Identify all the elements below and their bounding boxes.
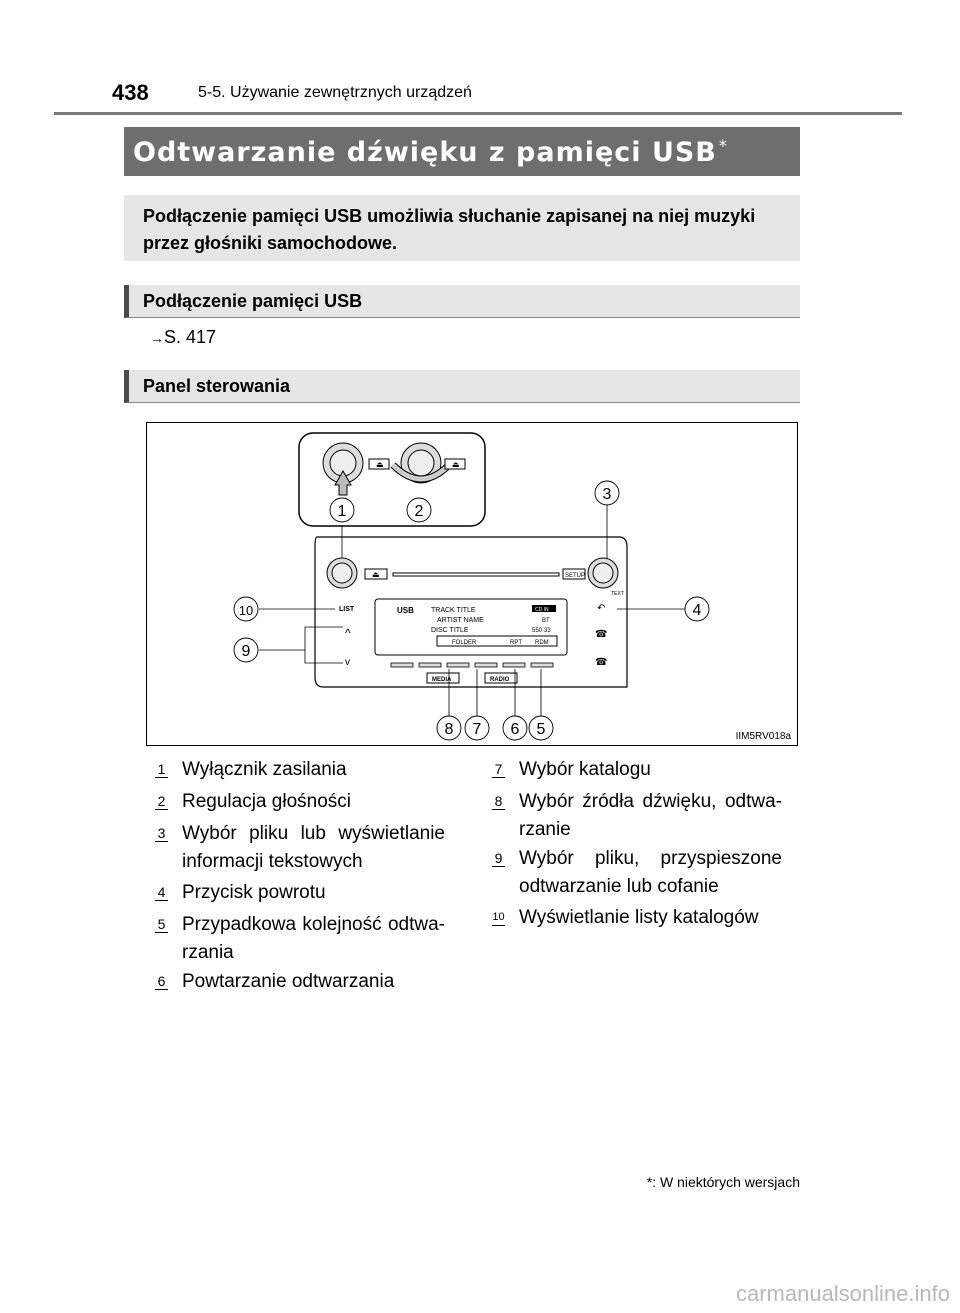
text-label: TEXT <box>611 591 624 597</box>
callout-8-text: 8 <box>444 721 454 738</box>
legend-item <box>492 756 782 784</box>
list-label: LIST <box>339 606 355 613</box>
item-text: Przycisk powrotu <box>182 882 326 903</box>
setup-label: SETUP <box>565 573 586 579</box>
zoom-inset <box>299 433 485 526</box>
control-panel-figure <box>146 422 798 746</box>
legend-item <box>155 788 445 816</box>
intro-box <box>124 195 800 261</box>
svg-text:⏏: ⏏ <box>376 460 384 469</box>
display-rpt: RPT <box>510 640 522 646</box>
subsection-heading-text: Panel sterowania <box>143 376 291 396</box>
callout-1-text: 1 <box>337 503 347 520</box>
item-number: 8 <box>492 793 505 810</box>
svg-text:^: ^ <box>345 626 351 640</box>
footnote-text: : W niektórych wersjach <box>652 1174 800 1190</box>
display-cdin: CD IN <box>535 607 549 613</box>
display-freq: 550·33 <box>532 628 551 634</box>
svg-text:v: v <box>345 657 350 668</box>
callout-4-text: 4 <box>692 602 702 619</box>
display-folder: FOLDER <box>452 640 477 646</box>
item-text: Wyłącznik zasilania <box>182 759 347 780</box>
item-number: 3 <box>155 825 168 842</box>
item-number: 4 <box>155 884 168 901</box>
chapter-title: 5-5. Używanie zewnętrznych urządzeń <box>198 84 472 101</box>
subsection-heading-usb <box>124 285 800 318</box>
legend-item <box>492 788 782 844</box>
intro-text: Podłączenie pamięci USB umożliwia słuchanie zapisanej na niej muzyki przez głośniki samochodowe. <box>143 206 756 253</box>
display-disc: DISC TITLE <box>431 627 469 634</box>
item-number: 6 <box>155 973 168 990</box>
footnote-asterisk: * <box>646 1174 653 1190</box>
item-number: 2 <box>155 793 168 810</box>
legend-item <box>155 968 445 996</box>
svg-text:⏏: ⏏ <box>372 570 380 579</box>
svg-text:⏏: ⏏ <box>452 460 460 469</box>
page-reference-text: S. 417 <box>164 327 217 347</box>
display-usb: USB <box>397 606 414 615</box>
item-text: Wybór źródła dźwięku, odtwa-rzanie <box>519 791 782 840</box>
callout-2-text: 2 <box>414 503 424 520</box>
item-text: Wyświetlanie listy katalogów <box>519 907 759 928</box>
page-reference[interactable] <box>150 327 216 348</box>
item-number: 7 <box>492 761 505 778</box>
display-artist: ARTIST NAME <box>437 617 484 624</box>
callout-10-text: 10 <box>238 603 254 618</box>
legend-item <box>155 911 445 967</box>
legend-item <box>155 820 445 876</box>
title-asterisk: * <box>718 136 728 155</box>
radio-label: RADIO <box>490 677 510 683</box>
subsection-heading-text: Podłączenie pamięci USB <box>143 291 363 311</box>
control-panel-illustration <box>147 423 797 745</box>
item-text: Powtarzanie odtwarzania <box>182 971 395 992</box>
page-number: 438 <box>112 80 149 105</box>
item-number: 9 <box>492 850 505 867</box>
callout-9-text: 9 <box>241 643 251 660</box>
media-label: MEDIA <box>432 677 452 683</box>
item-text: Regulacja głośności <box>182 791 351 812</box>
header-rule <box>54 112 902 115</box>
display-rdm: RDM <box>535 640 549 646</box>
legend-item <box>155 756 445 784</box>
section-title-bar <box>124 127 800 176</box>
legend-item <box>492 845 782 901</box>
svg-text:↶: ↶ <box>597 603 606 614</box>
legend-item <box>492 904 782 932</box>
item-text: Wybór pliku lub wyświetlanie informacji tekstowych <box>182 823 445 872</box>
arrow-right-icon: → <box>150 330 164 346</box>
item-text: Wybór katalogu <box>519 759 651 780</box>
svg-text:☎: ☎ <box>595 629 608 640</box>
display-bt: BT <box>542 618 550 624</box>
cd-slot <box>393 573 559 576</box>
item-number: 5 <box>155 916 168 933</box>
item-text: Przypadkowa kolejność odtwa-rzania <box>182 914 445 963</box>
section-title <box>133 136 728 168</box>
watermark: carmanualsonline.info <box>735 1281 950 1306</box>
section-title-text: Odtwarzanie dźwięku z pamięci USB <box>133 137 717 168</box>
footnote <box>647 1174 800 1190</box>
subsection-heading-panel <box>124 370 800 403</box>
item-number: 10 <box>492 909 505 926</box>
callout-7-text: 7 <box>472 721 482 738</box>
item-text: Wybór pliku, przyspieszone odtwarzanie lub cofanie <box>519 848 782 897</box>
item-number: 1 <box>155 761 168 778</box>
svg-text:☎: ☎ <box>595 657 608 668</box>
display-track: TRACK TITLE <box>431 607 476 614</box>
callout-5-text: 5 <box>536 721 546 738</box>
callout-3-text: 3 <box>602 486 612 503</box>
callout-6-text: 6 <box>510 721 520 738</box>
figure-code: IIM5RV018a <box>735 731 791 742</box>
legend-item <box>155 879 445 907</box>
